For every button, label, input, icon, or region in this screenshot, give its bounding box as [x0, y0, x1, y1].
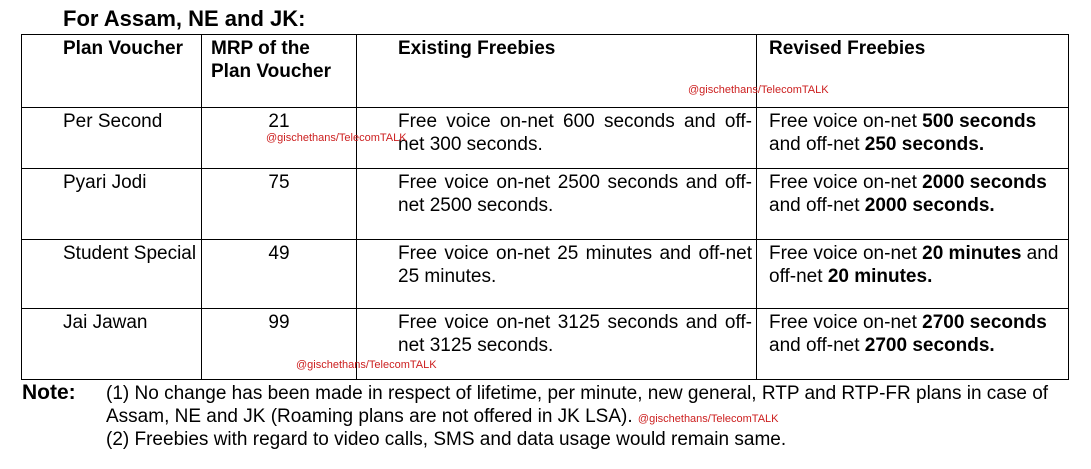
header-plan-voucher: Plan Voucher: [22, 35, 202, 108]
revised-freebies-cell: Free voice on-net 20 minutes and off-net 20 minutes.: [757, 240, 1069, 309]
note-label: Note:: [22, 381, 76, 404]
header-existing-freebies: Existing Freebies: [357, 35, 757, 108]
plan-name-cell: Jai Jawan: [22, 309, 202, 380]
existing-freebies-cell: Free voice on-net 25 minutes and off-net 25 minutes.: [357, 240, 757, 309]
table-row: [22, 108, 1069, 169]
revised-freebies-cell: Free voice on-net 2000 seconds and off-net 2000 seconds.: [757, 169, 1069, 240]
watermark: @gischethans/TelecomTALK: [688, 84, 829, 96]
existing-freebies-cell: Free voice on-net 2500 seconds and off-net 2500 seconds.: [357, 169, 757, 240]
watermark: @gischethans/TelecomTALK: [637, 413, 779, 425]
watermark: @gischethans/TelecomTALK: [296, 359, 437, 371]
existing-freebies-cell: Free voice on-net 600 seconds and off-net 300 seconds.: [357, 108, 757, 169]
mrp-cell: 49: [202, 240, 357, 309]
table-row: [22, 309, 1069, 380]
revised-freebies-cell: Free voice on-net 500 seconds and off-net 250 seconds.: [757, 108, 1069, 169]
page-title: For Assam, NE and JK:: [63, 6, 306, 31]
table-row: [22, 240, 1069, 309]
note-item-1: (1) No change has been made in respect of lifetime, per minute, new general, RTP and RTP-FR plans in case of Assam, NE and JK (Roaming plans are not offered in JK LSA). @gischethans/TelecomTALK: [106, 383, 1049, 427]
header-mrp: MRP of the Plan Voucher: [202, 35, 357, 108]
watermark: @gischethans/TelecomTALK: [266, 132, 407, 144]
note-item-2: (2) Freebies with regard to video calls, SMS and data usage would remain same.: [106, 429, 787, 450]
table-header-row: [22, 35, 1069, 108]
table-row: [22, 169, 1069, 240]
mrp-cell: 75: [202, 169, 357, 240]
existing-freebies-cell: Free voice on-net 3125 seconds and off-net 3125 seconds.: [357, 309, 757, 380]
plan-name-cell: Student Special: [22, 240, 202, 309]
freebies-table: [21, 34, 1069, 380]
plan-name-cell: Pyari Jodi: [22, 169, 202, 240]
header-revised-freebies: Revised Freebies: [757, 35, 1069, 108]
mrp-cell: 99: [202, 309, 357, 380]
mrp-cell: 21: [202, 108, 357, 169]
plan-name-cell: Per Second: [22, 108, 202, 169]
revised-freebies-cell: Free voice on-net 2700 seconds and off-net 2700 seconds.: [757, 309, 1069, 380]
